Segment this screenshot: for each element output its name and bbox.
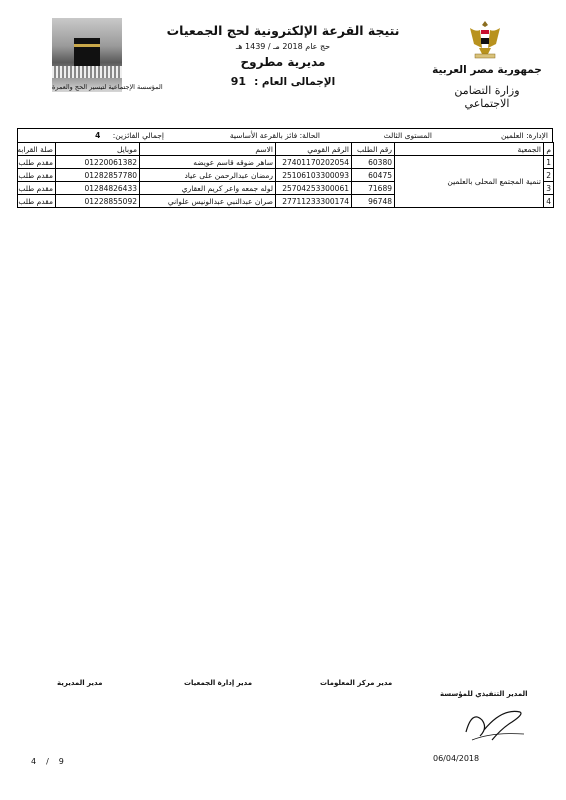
cell-name: صران عبدالنبي عبدالونيس علواني: [140, 195, 276, 208]
grand-total: [140, 75, 426, 88]
photo-caption: المؤسسة الإجتماعية لتيسير الحج والعمرة: [52, 82, 163, 91]
cell-num: 1: [544, 156, 554, 169]
status-value: فائز بالقرعة الأساسية: [229, 131, 298, 140]
header-request-no: رقم الطلب: [352, 143, 395, 156]
page-current: 4: [31, 757, 37, 766]
cell-mobile: 01228855092: [56, 195, 140, 208]
cell-mobile: 01284826433: [56, 182, 140, 195]
republic-title: جمهورية مصر العربية: [432, 64, 542, 76]
associations-manager-label: مدير إدارة الجمعيات: [184, 679, 253, 687]
grand-total-value: 91: [230, 75, 247, 88]
admin-value: العلمين: [500, 131, 524, 140]
level-value: الثالث: [383, 131, 403, 140]
header-num: م: [544, 143, 554, 156]
level-field: [384, 131, 432, 140]
winners-field: [95, 131, 164, 140]
cell-name: ساهر ضوقه قاسم عويضه: [140, 156, 276, 169]
status-field: [230, 131, 320, 140]
cell-name: لوله جمعه واعر كريم العقاري: [140, 182, 276, 195]
cell-relation: مقدم طلب: [18, 195, 56, 208]
ministry-title: وزارة التضامن الاجتماعي: [454, 84, 520, 110]
cell-request-no: 60380: [352, 156, 395, 169]
table-row: [18, 156, 554, 169]
header-relation: صلة القرابه: [18, 143, 56, 156]
cell-relation: مقدم طلب: [18, 182, 56, 195]
cell-num: 2: [544, 169, 554, 182]
info-row: [17, 128, 553, 143]
table-header-row: [18, 143, 554, 156]
cell-relation: مقدم طلب: [18, 156, 56, 169]
cell-national-id: 27401170202054: [276, 156, 352, 169]
cell-national-id: 25704253300061: [276, 182, 352, 195]
kaaba-photo-logo: [52, 18, 163, 92]
cell-relation: مقدم طلب: [18, 169, 56, 182]
cell-national-id: 25106103300093: [276, 169, 352, 182]
cell-association: تنمية المجتمع المحلى بالعلمين: [395, 156, 544, 208]
cell-num: 4: [544, 195, 554, 208]
directorate-manager-label: مدير المديرية: [57, 679, 103, 687]
header-association: الجمعية: [395, 143, 544, 156]
header-name: الاسم: [140, 143, 276, 156]
header-mobile: موبايل: [56, 143, 140, 156]
print-date: 06/04/2018: [433, 754, 480, 763]
page-title: نتيجة القرعة الإلكترونية لحج الجمعيات: [166, 23, 400, 38]
cell-request-no: 60475: [352, 169, 395, 182]
admin-field: [501, 131, 548, 140]
page-separator: /: [46, 757, 49, 766]
signature-icon: [462, 702, 530, 746]
executive-director-label: المدير التنفيذي للمؤسسة: [440, 690, 528, 698]
cell-request-no: 71689: [352, 182, 395, 195]
cell-request-no: 96748: [352, 195, 395, 208]
cell-mobile: 01282857780: [56, 169, 140, 182]
info-center-manager-label: مدير مركز المعلومات: [320, 679, 393, 687]
results-table: [17, 142, 554, 208]
level-label: المستوى: [404, 131, 432, 140]
cell-mobile: 01220061382: [56, 156, 140, 169]
cell-num: 3: [544, 182, 554, 195]
hajj-year-subtitle: حج عام 2018 مـ / 1439 هـ: [235, 42, 331, 51]
cell-name: رمضان عبدالرحمن على عياد: [140, 169, 276, 182]
header-national-id: الرقم القومي: [276, 143, 352, 156]
admin-label: الإدارة:: [526, 131, 548, 140]
status-label: الحالة:: [299, 131, 320, 140]
grand-total-label: الإجمالى العام :: [254, 76, 336, 88]
winners-label: إجمالي الفائزين:: [112, 131, 164, 140]
eagle-emblem-icon: [466, 18, 504, 60]
winners-value: 4: [95, 131, 101, 140]
page-total: 9: [58, 757, 64, 766]
page-number: [31, 757, 64, 766]
cell-national-id: 27711233300174: [276, 195, 352, 208]
directorate-title: مديرية مطروح: [240, 55, 326, 69]
